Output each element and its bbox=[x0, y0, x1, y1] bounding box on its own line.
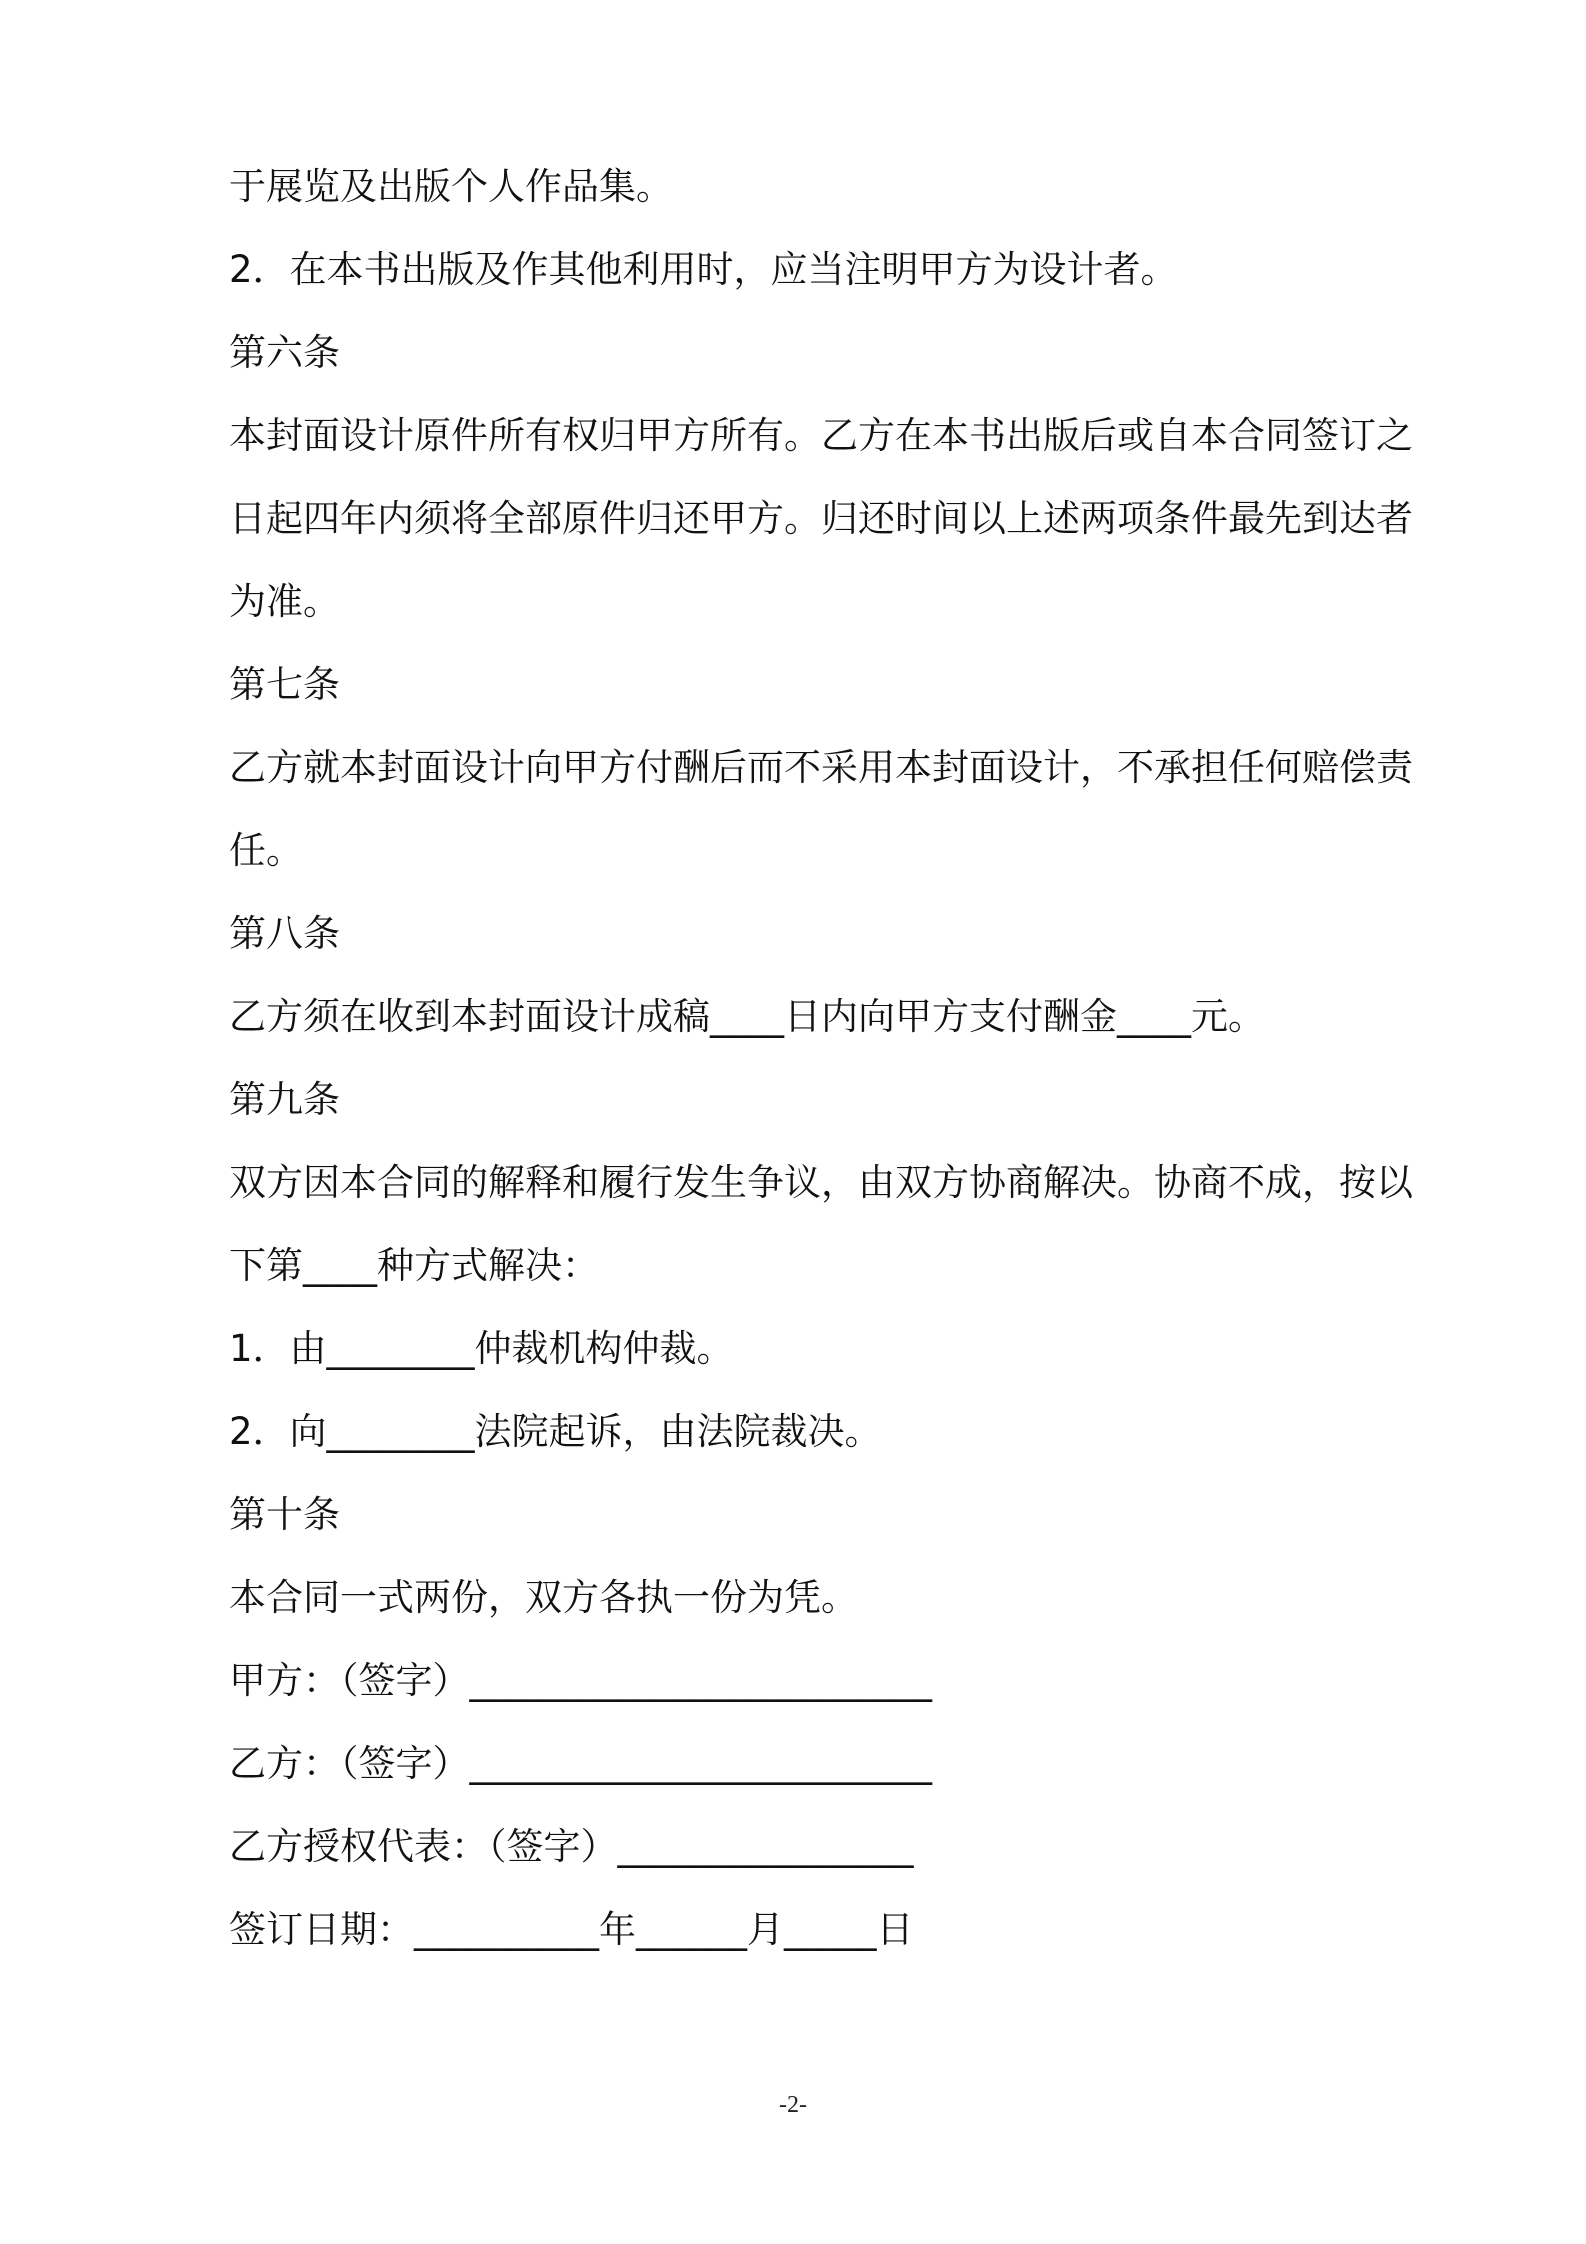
page-number: -2- bbox=[779, 2092, 807, 2118]
clause-item-2: 2．在本书出版及作其他利用时，应当注明甲方为设计者。 bbox=[229, 248, 1178, 291]
article-9-heading: 第九条 bbox=[229, 1078, 340, 1121]
article-6-text-line-2: 日起四年内须将全部原件归还甲方。归还时间以上述两项条件最先到达者 bbox=[229, 497, 1413, 540]
article-6-text-line-1: 本封面设计原件所有权归甲方所有。乙方在本书出版后或自本合同签订之 bbox=[229, 414, 1413, 457]
article-10-text: 本合同一式两份，双方各执一份为凭。 bbox=[229, 1576, 858, 1619]
article-9-text-line-1: 双方因本合同的解释和履行发生争议，由双方协商解决。协商不成，按以 bbox=[229, 1161, 1413, 1204]
article-10-heading: 第十条 bbox=[229, 1493, 340, 1536]
article-9-text-line-2: 下第____种方式解决： bbox=[229, 1244, 599, 1287]
article-8-heading: 第八条 bbox=[229, 912, 340, 955]
party-a-signature-line: 甲方：（签字）_________________________ bbox=[229, 1659, 932, 1702]
article-6-heading: 第六条 bbox=[229, 331, 340, 374]
article-6-text-line-3: 为准。 bbox=[229, 580, 340, 623]
signing-date-line: 签订日期：__________年______月_____日 bbox=[229, 1908, 914, 1951]
dispute-option-1: 1．由________仲裁机构仲裁。 bbox=[229, 1327, 734, 1370]
article-7-heading: 第七条 bbox=[229, 663, 340, 706]
dispute-option-2: 2．向________法院起诉，由法院裁决。 bbox=[229, 1410, 882, 1453]
article-8-text: 乙方须在收到本封面设计成稿____日内向甲方支付酬金____元。 bbox=[229, 995, 1265, 1038]
article-7-text-line-2: 任。 bbox=[229, 829, 303, 872]
party-b-signature-line: 乙方：（签字）_________________________ bbox=[229, 1742, 932, 1785]
party-b-representative-signature-line: 乙方授权代表：（签字）________________ bbox=[229, 1825, 914, 1868]
article-7-text-line-1: 乙方就本封面设计向甲方付酬后而不采用本封面设计，不承担任何赔偿责 bbox=[229, 746, 1413, 789]
text-line-continuation: 于展览及出版个人作品集。 bbox=[229, 165, 673, 208]
